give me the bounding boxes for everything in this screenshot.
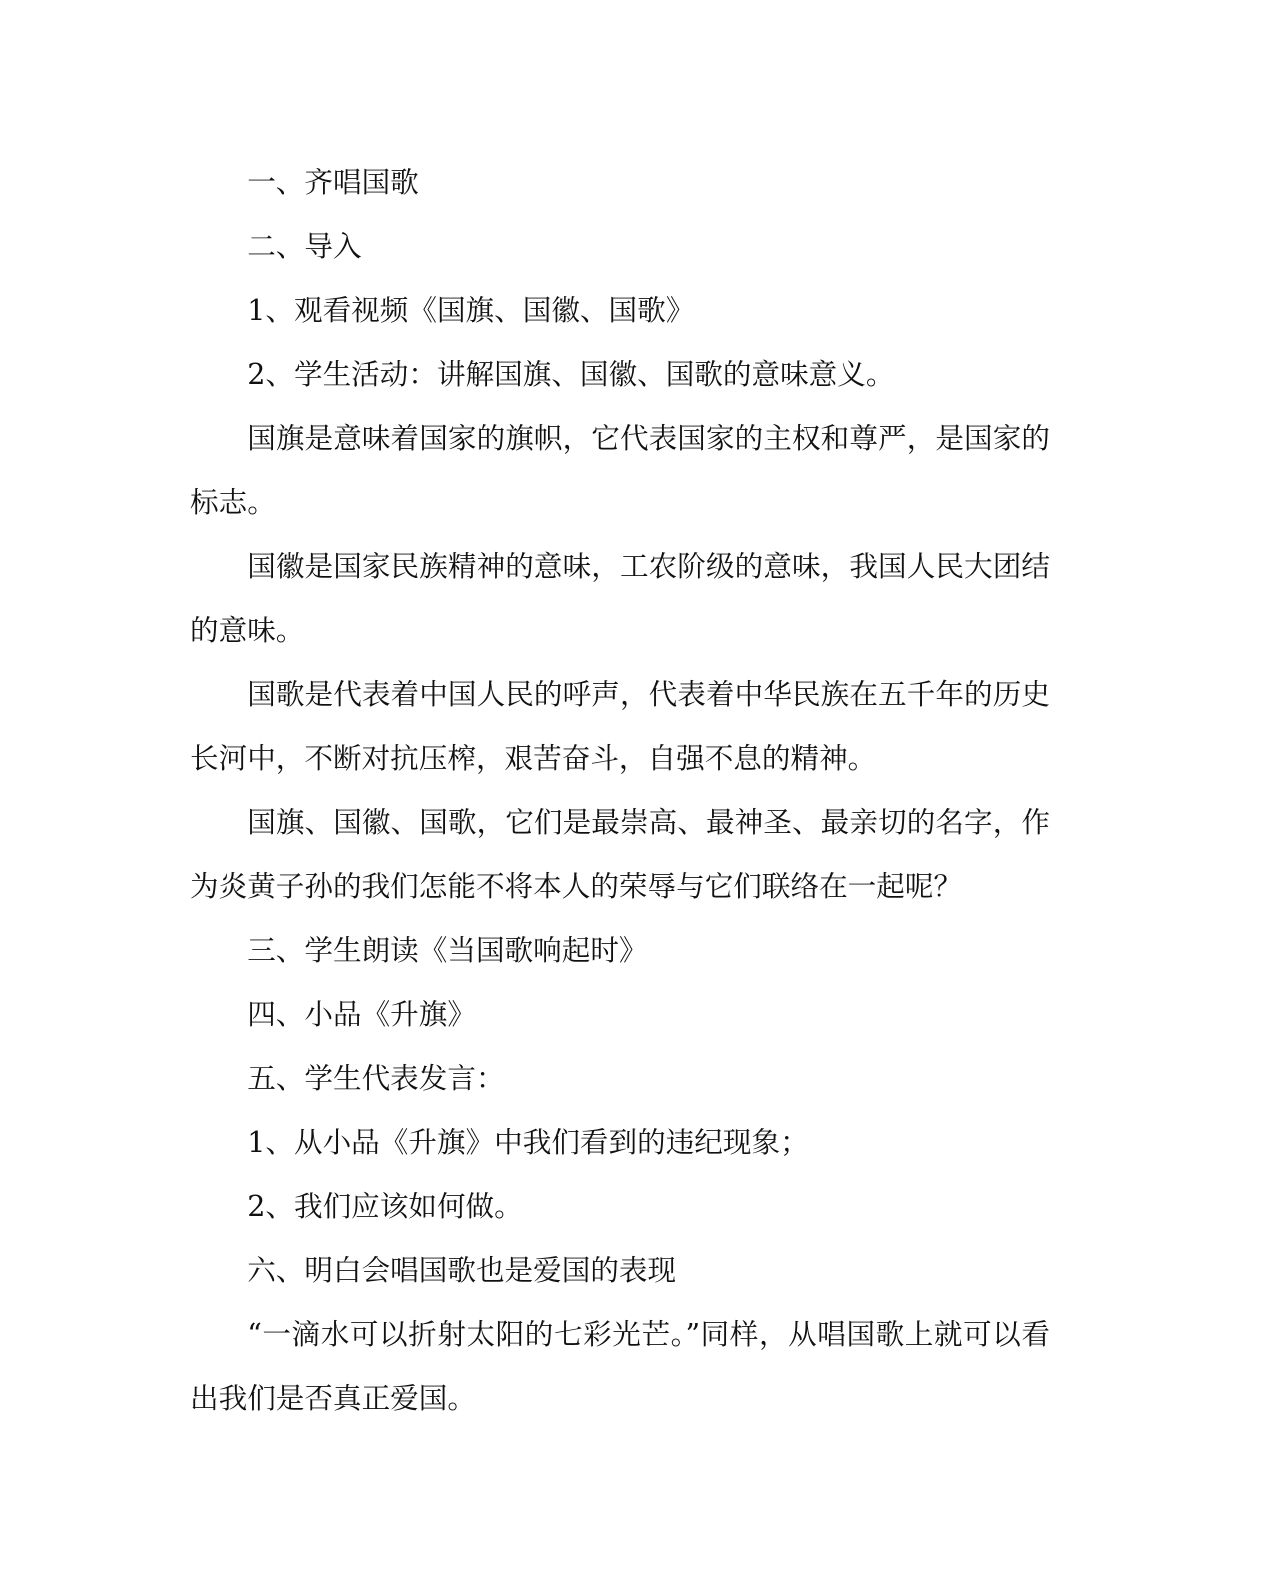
heading-patriotism: 六、明白会唱国歌也是爱国的表现 — [247, 1253, 677, 1287]
heading-skit: 四、小品《升旗》 — [247, 997, 476, 1031]
paragraph-national-emblem: 国徽是国家民族精神的意味，工农阶级的意味，我国人民大团结的意味。 — [190, 549, 1050, 647]
heading-student-reading: 三、学生朗读《当国歌响起时》 — [247, 933, 648, 967]
list-item-what-to-do: 2、我们应该如何做。 — [247, 1189, 523, 1223]
document-body — [190, 150, 1050, 1430]
paragraph-flag-emblem-anthem: 国旗、国徽、国歌，它们是最崇高、最神圣、最亲切的名字，作为炎黄子孙的我们怎能不将本人的荣辱与它们联络在一起呢？ — [190, 805, 1050, 903]
heading-student-speech: 五、学生代表发言： — [247, 1061, 505, 1095]
paragraph-water-drop: “一滴水可以折射太阳的七彩光芒。”同样，从唱国歌上就可以看出我们是否真正爱国。 — [190, 1317, 1050, 1415]
heading-introduction: 二、导入 — [247, 229, 362, 263]
heading-sing-anthem: 一、齐唱国歌 — [247, 165, 419, 199]
list-item-violations: 1、从小品《升旗》中我们看到的违纪现象； — [247, 1125, 809, 1159]
list-item-watch-video: 1、观看视频《国旗、国徽、国歌》 — [247, 293, 695, 327]
list-item-student-activity: 2、学生活动：讲解国旗、国徽、国歌的意味意义。 — [247, 357, 895, 391]
paragraph-national-anthem: 国歌是代表着中国人民的呼声，代表着中华民族在五千年的历史长河中，不断对抗压榨，艰苦奋斗，自强不息的精神。 — [190, 677, 1050, 775]
paragraph-national-flag: 国旗是意味着国家的旗帜，它代表国家的主权和尊严，是国家的标志。 — [190, 421, 1050, 519]
